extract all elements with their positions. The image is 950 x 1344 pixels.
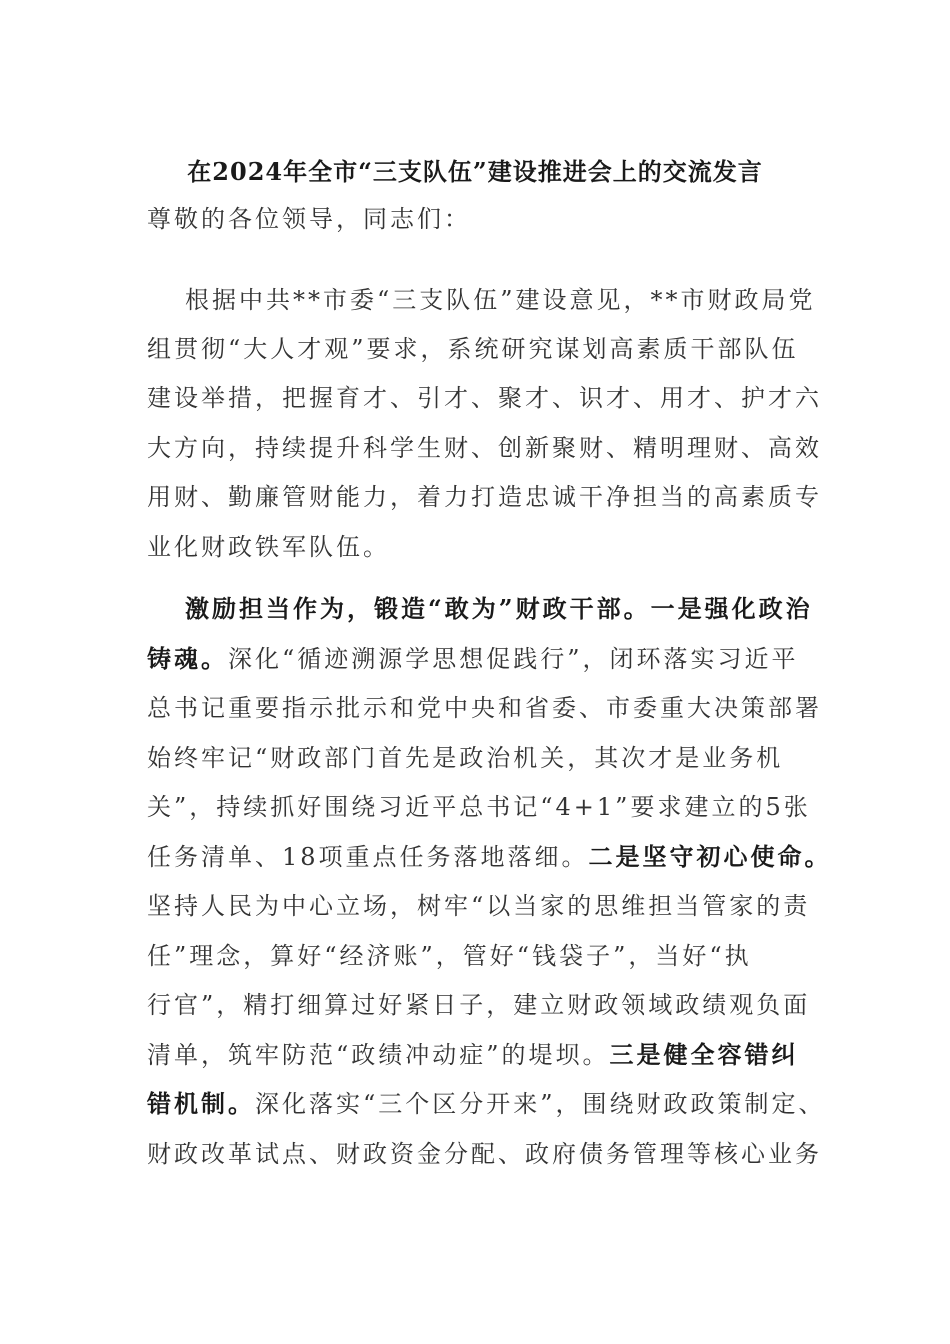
paragraph-line: 大方向，持续提升科学生财、创新聚财、精明理财、高效: [147, 434, 822, 462]
paragraph-line: [147, 1084, 826, 1124]
paragraph-line: 建设举措，把握育才、引才、聚才、识才、用才、护才六: [147, 384, 822, 412]
paragraph-line: 总书记重要指示批示和党中央和省委、市委重大决策部署: [147, 694, 822, 722]
document-title: 在2024年全市“三支队伍”建设推进会上的交流发言: [187, 157, 763, 186]
paragraph-line: 财政改革试点、财政资金分配、政府债务管理等核心业务: [147, 1140, 822, 1168]
paragraph-line: [147, 837, 832, 877]
paragraph-line: 任”理念，算好“经济账”，管好“钱袋子”，当好“执: [147, 942, 752, 970]
paragraph-text: 清单，筑牢防范“政绩冲动症”的堤坝。: [147, 1041, 610, 1069]
paragraph-line: 用财、勤廉管财能力，着力打造忠诚干净担当的高素质专: [147, 483, 822, 511]
salutation: 尊敬的各位领导，同志们：: [147, 205, 471, 233]
paragraph-line: 组贯彻“大人才观”要求，系统研究谋划高素质干部队伍: [147, 335, 799, 363]
paragraph-text: 任务清单、18项重点任务落地落细。: [147, 843, 589, 871]
paragraph-line: 行官”，精打细算过好紧日子，建立财政领域政绩观负面: [147, 991, 811, 1019]
paragraph-line: 坚持人民为中心立场，树牢“以当家的思维担当管家的责: [147, 892, 811, 920]
paragraph-line: 关”，持续抓好围绕习近平总书记“4+1”要求建立的5张: [147, 793, 811, 821]
paragraph-text: 深化“循迹溯源学思想促践行”，闭环落实习近平: [228, 645, 799, 673]
paragraph-line: 始终牢记“财政部门首先是政治机关，其次才是业务机: [147, 744, 784, 772]
subpoint-heading: 三是健全容错纠: [609, 1040, 799, 1069]
paragraph-line: 业化财政铁军队伍。: [147, 533, 390, 561]
subpoint-heading: 错机制。: [147, 1089, 255, 1118]
paragraph-text: 深化落实“三个区分开来”，围绕财政政策制定、: [255, 1090, 826, 1118]
paragraph-line: [147, 639, 799, 679]
subpoint-heading: 铸魂。: [147, 644, 228, 673]
subpoint-heading: 二是坚守初心使命。: [588, 842, 832, 871]
paragraph-line: [147, 1035, 799, 1075]
section-heading: 激励担当作为，锻造“敢为”财政干部。一是强化政治: [185, 594, 813, 623]
paragraph-line: 根据中共**市委“三支队伍”建设意见，**市财政局党: [185, 286, 816, 314]
